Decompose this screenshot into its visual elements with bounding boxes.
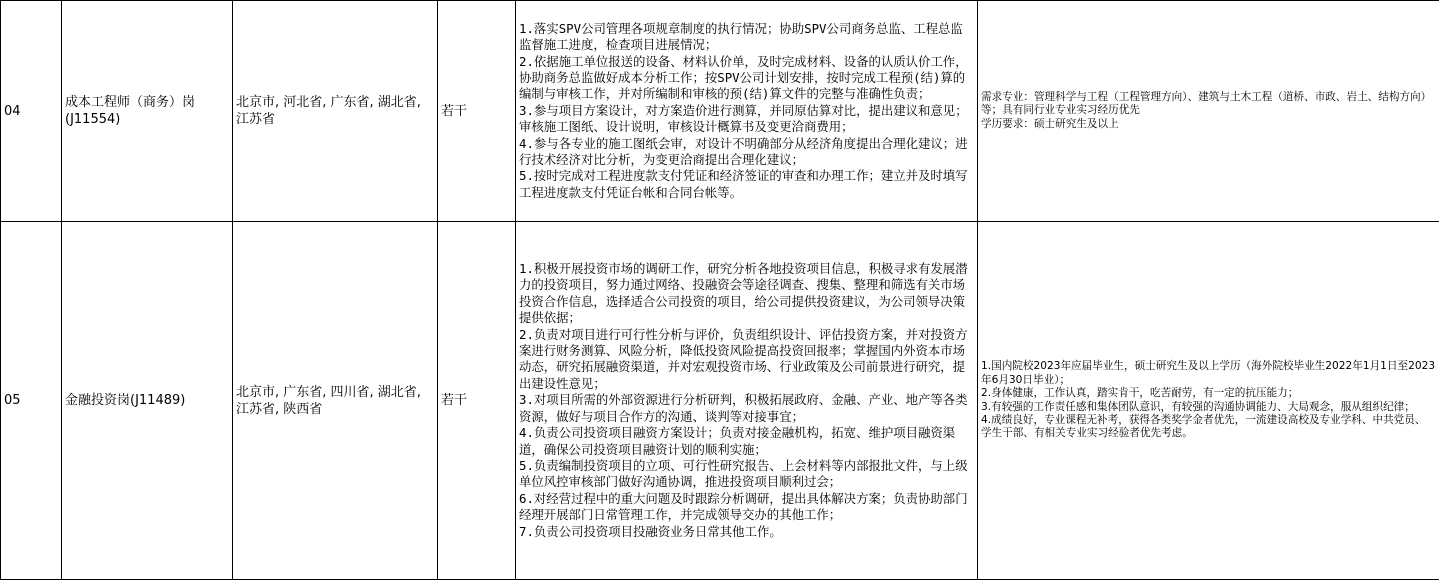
duty-item: 6.对经营过程中的重大问题及时跟踪分析调研，提出具体解决方案；负责协助部门经理开展部门日常管理工作，并完成领导交办的其他工作； xyxy=(519,490,968,523)
duty-item: 5.负责编制投资项目的立项、可行性研究报告、上会材料等内部报批文件，与上级单位风控审核部门做好沟通协调，推进投资项目顺利过会； xyxy=(519,457,968,490)
duty-item: 2.依据施工单位报送的设备、材料认价单，及时完成材料、设备的认质认价工作，协助商务总监做好成本分析工作；按SPV公司计划安排，按时完成工程预(结)算的编制与审核工作，并对所编制和审核的预(结)算文件的完整与准确性负责； xyxy=(519,53,968,102)
job-duties-cell xyxy=(516,222,978,580)
job-number-cell: 04 xyxy=(1,1,62,222)
job-title-cell: 成本工程师（商务）岗(J11554) xyxy=(62,1,233,222)
requirement-item: 需求专业：管理科学与工程（工程管理方向）、建筑与土木工程（道桥、市政、岩土、结构方向）等；具有同行业专业实习经历优先 xyxy=(981,90,1432,117)
requirement-item: 1.国内院校2023年应届毕业生，硕士研究生及以上学历（海外院校毕业生2022年1月1日至2023年6月30日毕业）； xyxy=(981,360,1436,386)
duty-item: 3.对项目所需的外部资源进行分析研判，积极拓展政府、金融、产业、地产等各类资源，做好与项目合作方的沟通、谈判等对接事宜； xyxy=(519,392,968,424)
duty-item: 3.参与项目方案设计，对方案造价进行测算，并同原估算对比，提出建议和意见；审核施工图纸、设计说明，审核设计概算书及变更洽商费用； xyxy=(519,102,968,135)
job-requirements-cell xyxy=(978,1,1439,222)
requirement-item: 2.身体健康，工作认真，踏实肯干，吃苦耐劳，有一定的抗压能力； xyxy=(981,387,1299,400)
duty-item: 5.按时完成对工程进度款支付凭证和经济签证的审查和办理工作；建立并及时填写工程进度款支付凭证台帐和合同台帐等。 xyxy=(519,168,968,200)
duty-item: 1.落实SPV公司管理各项规章制度的执行情况；协助SPV公司商务总监、工程总监监督施工进度，检查项目进展情况； xyxy=(519,20,963,53)
job-number-cell: 05 xyxy=(1,222,62,580)
requirement-item: 3.有较强的工作责任感和集体团队意识，有较强的沟通协调能力、大局观念，服从组织纪律； xyxy=(981,400,1415,413)
duty-item: 4.负责公司投资项目融资方案设计；负责对接金融机构，拓宽、维护项目融资渠道，确保公司投资项目融资计划的顺利实施； xyxy=(519,425,956,457)
requirement-item: 学历要求：硕士研究生及以上 xyxy=(981,117,1119,130)
duty-item: 1.积极开展投资市场的调研工作，研究分析各地投资项目信息，积极寻求有发展潜力的投资项目，努力通过网络、投融资会等途径调查、搜集、整理和筛选有关市场投资合作信息，选择适合公司投资的项目，给公司提供投资建议，为公司领导决策提供依据； xyxy=(519,261,968,326)
requirement-item: 4.成绩良好，专业课程无补考，获得各类奖学金者优先，一流建设高校及专业学科、中共党员、学生干部、有相关专业实习经验者优先考虑。 xyxy=(981,413,1426,440)
job-count-cell: 若干 xyxy=(438,222,516,580)
duty-item: 2.负责对项目进行可行性分析与评价，负责组织设计、评估投资方案，并对投资方案进行财务测算、风险分析，降低投资风险提高投资回报率；掌握国内外资本市场动态，研究拓展融资渠道，并对宏观投资市场、行业政策及公司前景进行研究，提出建设性意见； xyxy=(519,326,968,391)
job-title-cell: 金融投资岗(J11489) xyxy=(62,222,233,580)
job-count-cell: 若干 xyxy=(438,1,516,222)
duty-item: 7.负责公司投资项目投融资业务日常其他工作。 xyxy=(519,523,782,539)
job-requirements-cell xyxy=(978,222,1439,580)
job-location-cell: 北京市, 河北省, 广东省, 湖北省, 江苏省 xyxy=(233,1,438,222)
duty-item: 4.参与各专业的施工图纸会审，对设计不明确部分从经济角度提出合理化建议；进行技术经济对比分析，为变更洽商提出合理化建议； xyxy=(519,135,968,168)
job-duties-cell xyxy=(516,1,978,222)
table-row xyxy=(1,1,1439,222)
table-row xyxy=(1,222,1439,580)
job-location-cell: 北京市, 广东省, 四川省, 湖北省, 江苏省, 陕西省 xyxy=(233,222,438,580)
